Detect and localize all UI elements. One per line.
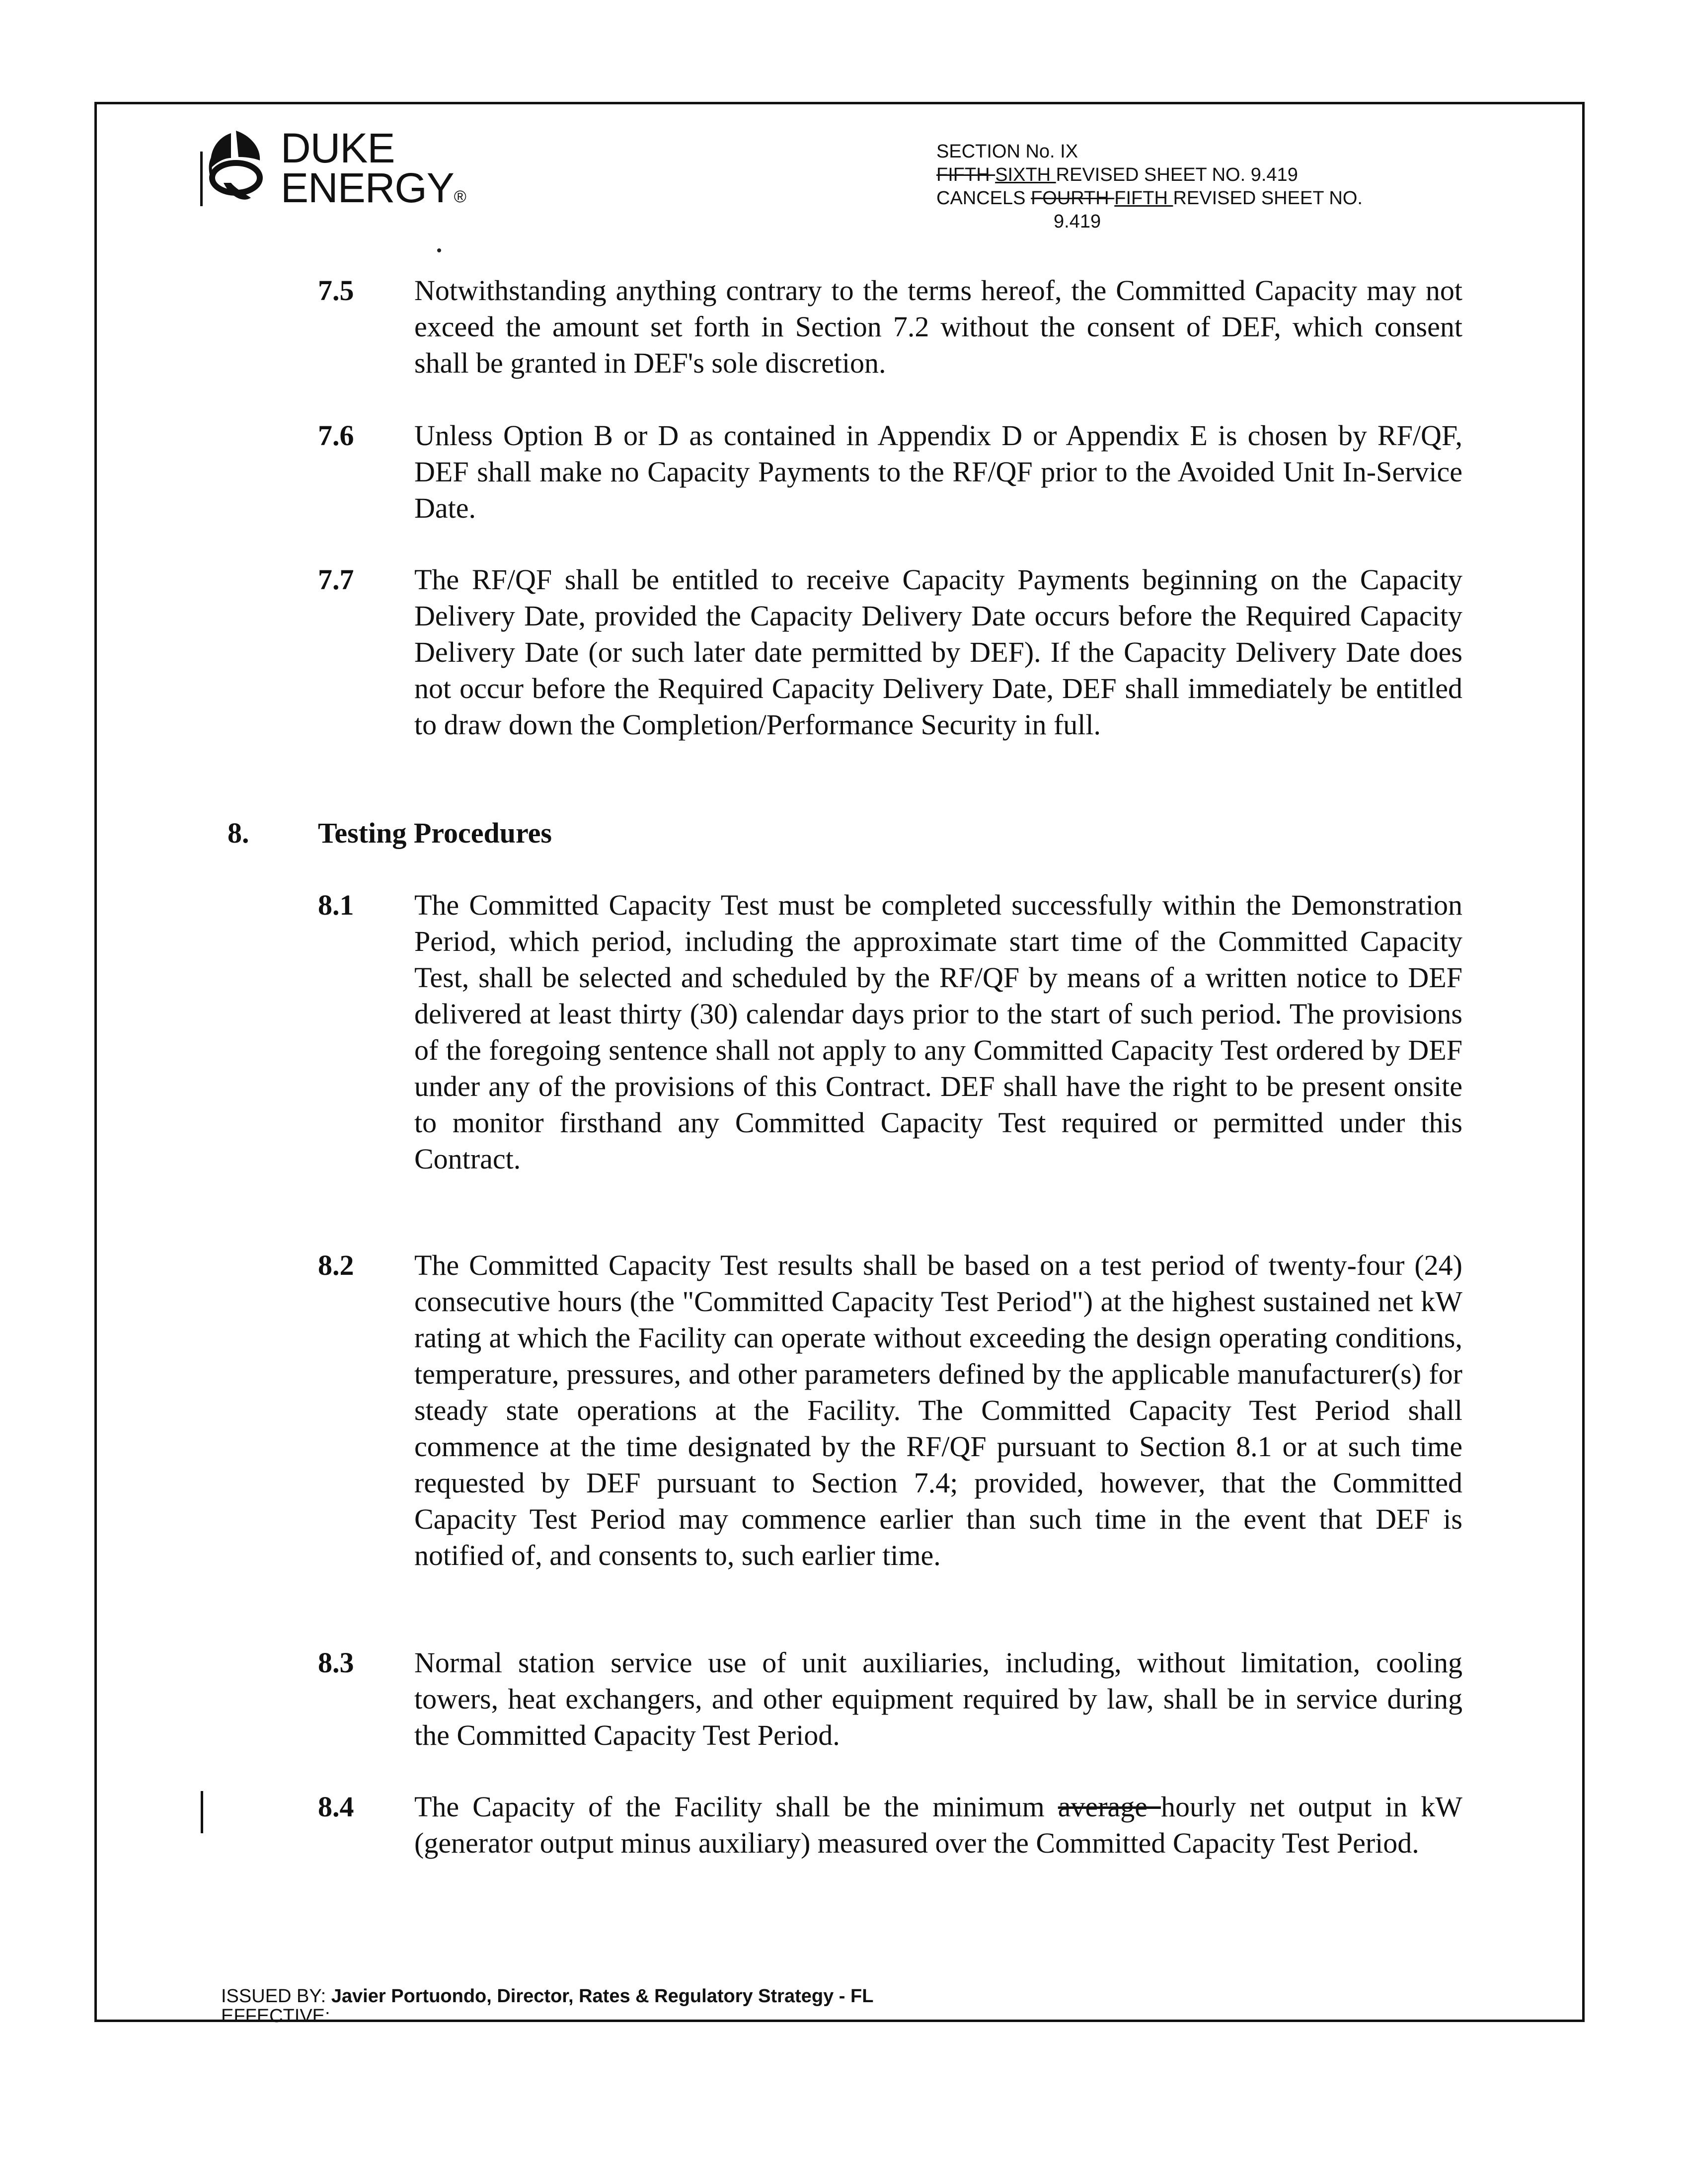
section-number-7-7: 7.7 (318, 563, 354, 596)
section-8-1-text: The Committed Capacity Test must be completed successfully within the Demonstration Period, which period, including the approximate start time of the Committed Capacity Test, shall be selected and scheduled by the RF/QF by means of a written notice to DEF delivered at least thirty (30) calendar days prior to the start of such period. The provisions of the foregoing sentence shall not apply to any Committed Capacity Test ordered by DEF under any of the provisions of this Contract. DEF shall have the right to be present onsite to monitor firsthand any Committed Capacity Test required or permitted under this Contract. (414, 889, 1462, 1175)
section-number: SECTION No. IX (936, 141, 1078, 162)
inserted-text: FIFTH (1114, 188, 1173, 209)
inserted-text: SIXTH (995, 164, 1056, 185)
struck-text: FOURTH (1031, 188, 1115, 209)
section-8-4-text: The Capacity of the Facility shall be the minimum average hourly net output in kW (generator output minus auxiliary) measured over the Committed Capacity Test Period. (414, 1791, 1463, 1859)
cancels-line: CANCELS FOURTH FIFTH REVISED SHEET NO. (936, 188, 1363, 209)
section-number-8-2: 8.2 (318, 1249, 354, 1281)
revised-sheet-line: FIFTH SIXTH REVISED SHEET NO. 9.419 (936, 164, 1298, 185)
section-8-2-text: The Committed Capacity Test results shall be based on a test period of twenty-four (24) consecutive hours (the "Committed Capacity Test Period") at the highest sustained net kW rating at which the Facility can operate without exceeding the design operating conditions, temperature, pressures, and other parameters defined by the applicable manufacturer(s) for steady state operations at the Facility. The Committed Capacity Test Period shall commence at the time designated by the RF/QF pursuant to Section 8.1 or at such time requested by DEF pursuant to Section 7.4; provided, however, that the Committed Capacity Test Period may commence earlier than such time in the event that DEF is notified of, and consents to, such earlier time. (414, 1249, 1462, 1571)
section-number-7-5: 7.5 (318, 274, 354, 307)
section-number-8-1: 8.1 (318, 889, 354, 921)
section-7-5-text: Notwithstanding anything contrary to the terms hereof, the Committed Capacity may not exceed the amount set forth in Section 7.2 without the consent of DEF, which consent shall be granted in DEF's sole discretion. (414, 274, 1462, 379)
logo-word-duke: DUKE (281, 125, 395, 171)
cancels-sheet-number: 9.419 (1054, 211, 1101, 232)
issued-by-name: Javier Portuondo, Director, Rates & Regulatory Strategy - FL (331, 1986, 874, 2007)
section-number-8: 8. (228, 817, 249, 849)
section-number-7-6: 7.6 (318, 419, 354, 452)
change-bar (201, 1791, 203, 1833)
duke-energy-emblem-icon (196, 123, 281, 218)
header-change-bar (200, 152, 203, 206)
section-7-6-text: Unless Option B or D as contained in Appendix D or Appendix E is chosen by RF/QF, DEF shall make no Capacity Payments to the RF/QF prior to the Avoided Unit In-Service Date. (414, 419, 1462, 524)
struck-text: FIFTH (936, 164, 995, 185)
logo-word-energy: ENERGY® (281, 164, 466, 211)
section-8-3-text: Normal station service use of unit auxiliaries, including, without limitation, cooling towers, heat exchangers, and other equipment required by law, shall be in service during the Committed Capacity Test Period. (414, 1646, 1462, 1751)
section-7-7-text: The RF/QF shall be entitled to receive Capacity Payments beginning on the Capacity Delivery Date, provided the Capacity Delivery Date occurs before the Required Capacity Delivery Date (or such later date permitted by DEF). If the Capacity Delivery Date does not occur before the Required Capacity Delivery Date, DEF shall immediately be entitled to draw down the Completion/Performance Security in full. (414, 563, 1462, 741)
footer (221, 1986, 1314, 2026)
registered-mark: ® (454, 187, 466, 206)
effective-line: EFFECTIVE: (221, 2006, 330, 2027)
issued-by-line: ISSUED BY: Javier Portuondo, Director, Rates & Regulatory Strategy - FL (221, 1986, 874, 2007)
duke-energy-logo (196, 123, 519, 218)
section-number-8-4: 8.4 (318, 1791, 354, 1823)
section-heading-testing-procedures: Testing Procedures (318, 817, 552, 849)
sheet-header (936, 140, 1483, 234)
struck-text: average (1058, 1791, 1161, 1823)
stray-mark (437, 248, 441, 252)
section-number-8-3: 8.3 (318, 1646, 354, 1679)
